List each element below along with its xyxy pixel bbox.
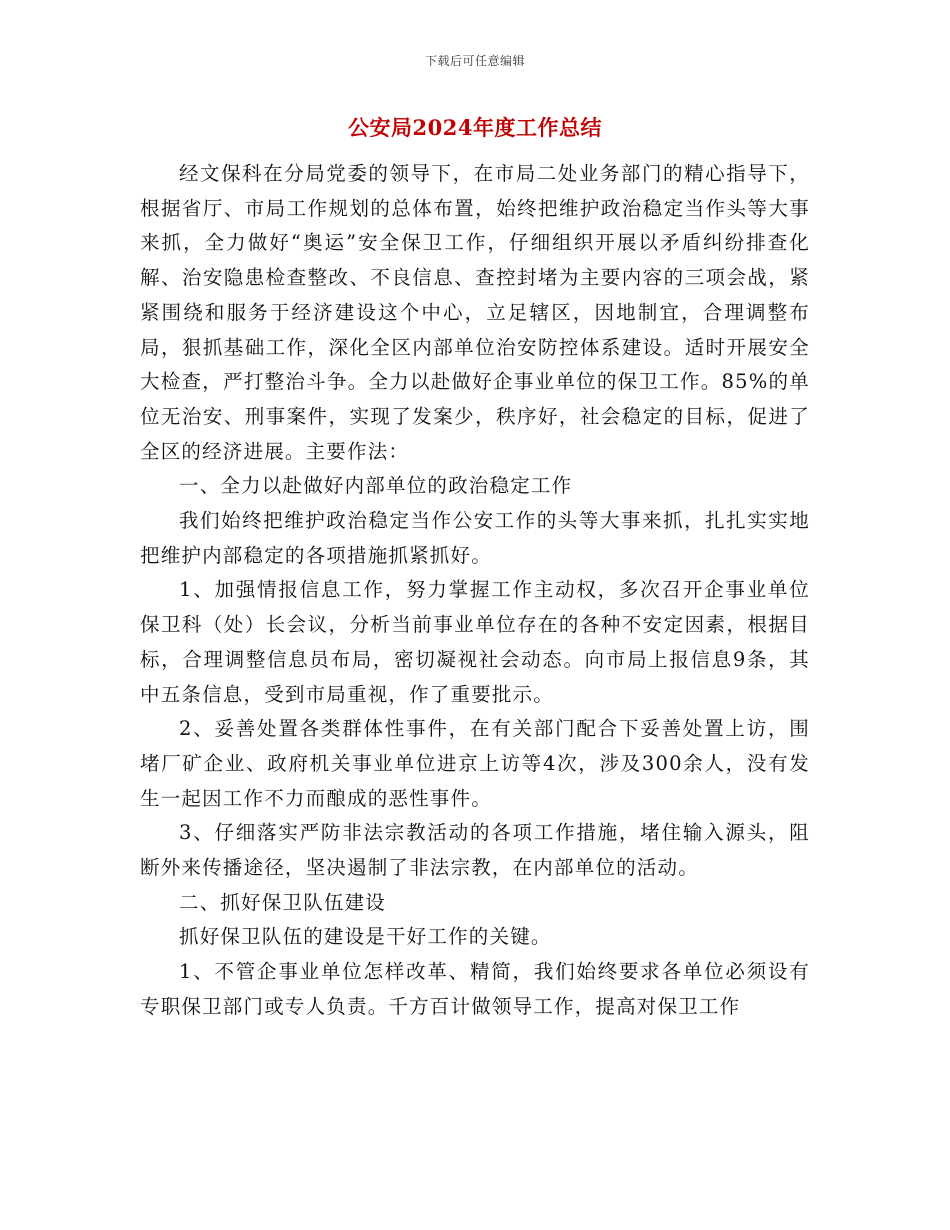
paragraph-intro: 经文保科在分局党委的领导下，在市局二处业务部门的精心指导下，根据省厅、市局工作规划的总体布置，始终把维护政治稳定当作头等大事来抓，全力做好“奥运”安全保卫工作，仔细组织开展以矛盾纠纷排查化解、治安隐患检查整改、不良信息、查控封堵为主要内容的三项会战，紧紧围绕和服务于经济建设这个中心，立足辖区，因地制宜，合理调整布局，狠抓基础工作，深化全区内部单位治安防控体系建设。适时开展安全大检查，严打整治斗争。全力以赴做好企事业单位的保卫工作。85%的单位无治安、刑事案件，实现了发案少，秩序好，社会稳定的目标，促进了全区的经济进展。主要作法： [140,162,810,463]
section-heading-1: 一、全力以赴做好内部单位的政治稳定工作 [179,474,573,498]
list-item: 2、妥善处置各类群体性事件，在有关部门配合下妥善处置上访，围堵厂矿企业、政府机关事业单位进京上访等4次，涉及300余人，没有发生一起因工作不力而酿成的恶性事件。 [140,717,810,810]
header-note: 下载后可任意编辑 [424,54,525,68]
list-item: 1、加强情报信息工作，努力掌握工作主动权，多次召开企事业单位保卫科（处）长会议，分析当前事业单位存在的各种不安定因素，根据目标，合理调整信息员布局，密切凝视社会动态。向市局上报信息9条，其中五条信息，受到市局重视，作了重要批示。 [140,578,810,706]
section-heading-2: 二、抓好保卫队伍建设 [179,890,387,914]
list-item: 3、仔细落实严防非法宗教活动的各项工作措施，堵住输入源头，阻断外来传播途径，坚决遏制了非法宗教，在内部单位的活动。 [140,821,810,880]
list-item: 1、不管企事业单位怎样改革、精简，我们始终要求各单位必须设有专职保卫部门或专人负责。千方百计做领导工作，提高对保卫工作 [140,960,810,1018]
document-title: 公安局2024年度工作总结 [348,115,602,140]
paragraph: 抓好保卫队伍的建设是干好工作的关键。 [179,925,552,949]
paragraph: 我们始终把维护政治稳定当作公安工作的头等大事来抓，扎扎实实地把维护内部稳定的各项措施抓紧抓好。 [140,509,810,567]
document-body [140,157,810,1025]
